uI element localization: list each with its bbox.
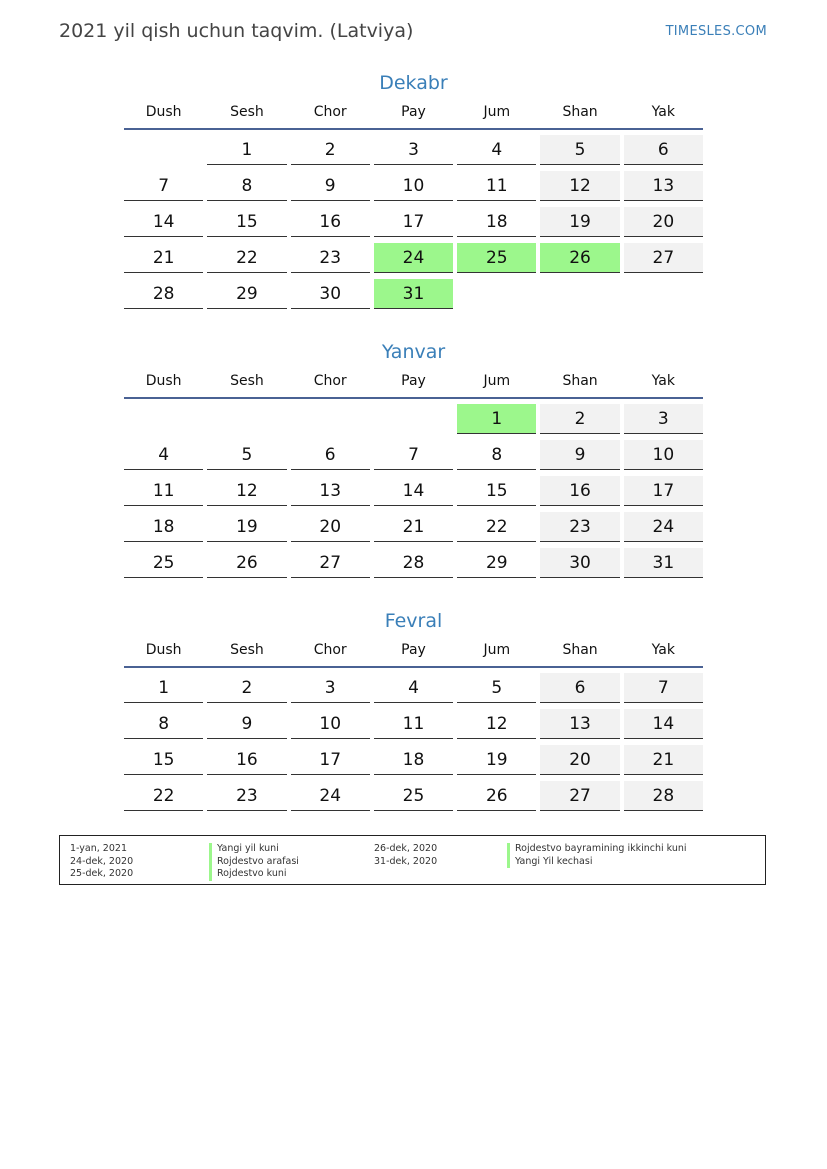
day-cell: 10 [291,709,370,739]
weekday-label: Dush [145,642,182,658]
day-cell: 20 [540,745,619,775]
month-yanvar [124,339,703,584]
day-cell: 12 [540,171,619,201]
day-cell: 24 [374,243,453,273]
day-cell: 11 [374,709,453,739]
day-cell: 22 [124,781,203,811]
legend-names-left [209,843,299,881]
weekday-header [124,102,703,122]
legend-dates-right [374,843,437,868]
day-cell: 30 [291,279,370,309]
day-cell: 26 [457,781,536,811]
day-cell: 29 [207,279,286,309]
day-cell: 13 [624,171,703,201]
day-cell: 27 [624,243,703,273]
weekday-label: Chor [313,373,347,389]
day-cell: 27 [540,781,619,811]
day-cell: 13 [291,476,370,506]
day-cell: 9 [207,709,286,739]
holiday-legend [59,835,766,885]
day-cell: 15 [457,476,536,506]
day-cell: 24 [291,781,370,811]
day-cell: 27 [291,548,370,578]
day-cell: 21 [374,512,453,542]
week-row [124,512,703,542]
day-cell: 18 [124,512,203,542]
weekday-label: Jum [483,642,511,658]
day-cell: 26 [540,243,619,273]
header-divider [124,128,703,130]
day-cell: 3 [374,135,453,165]
weekday-label: Sesh [230,104,264,120]
legend-holiday-name: Rojdestvo arafasi [209,856,299,869]
week-row [124,476,703,506]
weekday-header [124,371,703,391]
day-cell: 7 [624,673,703,703]
empty-cell [624,279,703,309]
site-link[interactable]: TIMESLES.COM [665,24,767,39]
day-cell: 15 [124,745,203,775]
week-row [124,548,703,578]
day-cell: 17 [291,745,370,775]
legend-date: 1-yan, 2021 [70,843,127,854]
day-cell: 9 [540,440,619,470]
legend-date: 25-dek, 2020 [70,868,134,879]
day-cell: 4 [374,673,453,703]
day-cell: 5 [540,135,619,165]
header-divider [124,666,703,668]
week-row [124,781,703,811]
day-cell: 9 [291,171,370,201]
day-cell: 25 [374,781,453,811]
day-cell: 7 [374,440,453,470]
day-cell: 30 [540,548,619,578]
weekday-label: Jum [483,373,511,389]
day-cell: 15 [207,207,286,237]
day-cell: 18 [374,745,453,775]
day-cell: 11 [457,171,536,201]
week-row [124,673,703,703]
weekday-label: Shan [562,373,598,389]
weekday-label: Pay [401,373,426,389]
day-cell: 24 [624,512,703,542]
day-cell: 3 [291,673,370,703]
day-cell: 7 [124,171,203,201]
weekday-label: Shan [562,642,598,658]
empty-cell [540,279,619,309]
day-cell: 14 [374,476,453,506]
week-row [124,279,703,309]
weekday-label: Pay [401,642,426,658]
day-cell: 31 [624,548,703,578]
day-cell: 14 [124,207,203,237]
week-row [124,171,703,201]
week-row [124,207,703,237]
day-cell: 26 [207,548,286,578]
day-cell: 16 [540,476,619,506]
month-dekabr [124,70,703,315]
weekday-label: Dush [145,373,182,389]
legend-dates-left [70,843,133,881]
weekday-label: Yak [651,373,675,389]
day-cell: 2 [207,673,286,703]
weekday-label: Yak [651,104,675,120]
day-cell: 6 [540,673,619,703]
weekday-label: Chor [313,104,347,120]
day-cell: 2 [540,404,619,434]
week-row [124,440,703,470]
month-title: Fevral [384,610,443,632]
legend-holiday-name: Yangi Yil kechasi [507,856,687,869]
day-cell: 23 [207,781,286,811]
day-cell: 25 [457,243,536,273]
day-cell: 20 [291,512,370,542]
empty-cell [291,404,370,434]
month-title: Dekabr [379,72,448,94]
day-cell: 3 [624,404,703,434]
legend-holiday-name: Rojdestvo kuni [209,868,299,881]
day-cell: 18 [457,207,536,237]
weekday-label: Jum [483,104,511,120]
day-cell: 22 [457,512,536,542]
day-cell: 8 [207,171,286,201]
week-row [124,404,703,434]
day-cell: 22 [207,243,286,273]
day-cell: 28 [124,279,203,309]
day-cell: 1 [457,404,536,434]
day-cell: 8 [124,709,203,739]
page-title: 2021 yil qish uchun taqvim. (Latviya) [59,20,414,42]
week-row [124,243,703,273]
day-cell: 5 [207,440,286,470]
header-divider [124,397,703,399]
weekday-label: Sesh [230,373,264,389]
day-cell: 21 [124,243,203,273]
day-cell: 17 [374,207,453,237]
weekday-label: Pay [401,104,426,120]
day-cell: 8 [457,440,536,470]
day-cell: 28 [374,548,453,578]
legend-holiday-name: Rojdestvo bayramining ikkinchi kuni [507,843,687,856]
empty-cell [207,404,286,434]
empty-cell [124,135,203,165]
day-cell: 10 [374,171,453,201]
empty-cell [124,404,203,434]
day-cell: 6 [291,440,370,470]
day-cell: 31 [374,279,453,309]
legend-date: 24-dek, 2020 [70,855,134,867]
day-cell: 19 [207,512,286,542]
week-row [124,135,703,165]
day-cell: 1 [207,135,286,165]
legend-date: 31-dek, 2020 [374,855,438,867]
day-cell: 10 [624,440,703,470]
weekday-label: Sesh [230,642,264,658]
day-cell: 14 [624,709,703,739]
day-cell: 23 [540,512,619,542]
day-cell: 4 [457,135,536,165]
month-fevral [124,608,703,817]
legend-date: 26-dek, 2020 [374,843,438,854]
day-cell: 16 [207,745,286,775]
empty-cell [457,279,536,309]
weekday-label: Chor [313,642,347,658]
day-cell: 5 [457,673,536,703]
day-cell: 21 [624,745,703,775]
day-cell: 13 [540,709,619,739]
day-cell: 29 [457,548,536,578]
day-cell: 12 [457,709,536,739]
day-cell: 2 [291,135,370,165]
day-cell: 19 [540,207,619,237]
day-cell: 19 [457,745,536,775]
day-cell: 20 [624,207,703,237]
day-cell: 6 [624,135,703,165]
empty-cell [374,404,453,434]
legend-names-right [507,843,687,868]
weekday-label: Dush [145,104,182,120]
day-cell: 23 [291,243,370,273]
day-cell: 25 [124,548,203,578]
day-cell: 1 [124,673,203,703]
day-cell: 17 [624,476,703,506]
weekday-label: Yak [651,642,675,658]
weekday-label: Shan [562,104,598,120]
day-cell: 4 [124,440,203,470]
legend-holiday-name: Yangi yil kuni [209,843,299,856]
day-cell: 16 [291,207,370,237]
week-row [124,745,703,775]
day-cell: 12 [207,476,286,506]
weekday-header [124,640,703,660]
day-cell: 28 [624,781,703,811]
week-row [124,709,703,739]
day-cell: 11 [124,476,203,506]
month-title: Yanvar [381,341,446,363]
